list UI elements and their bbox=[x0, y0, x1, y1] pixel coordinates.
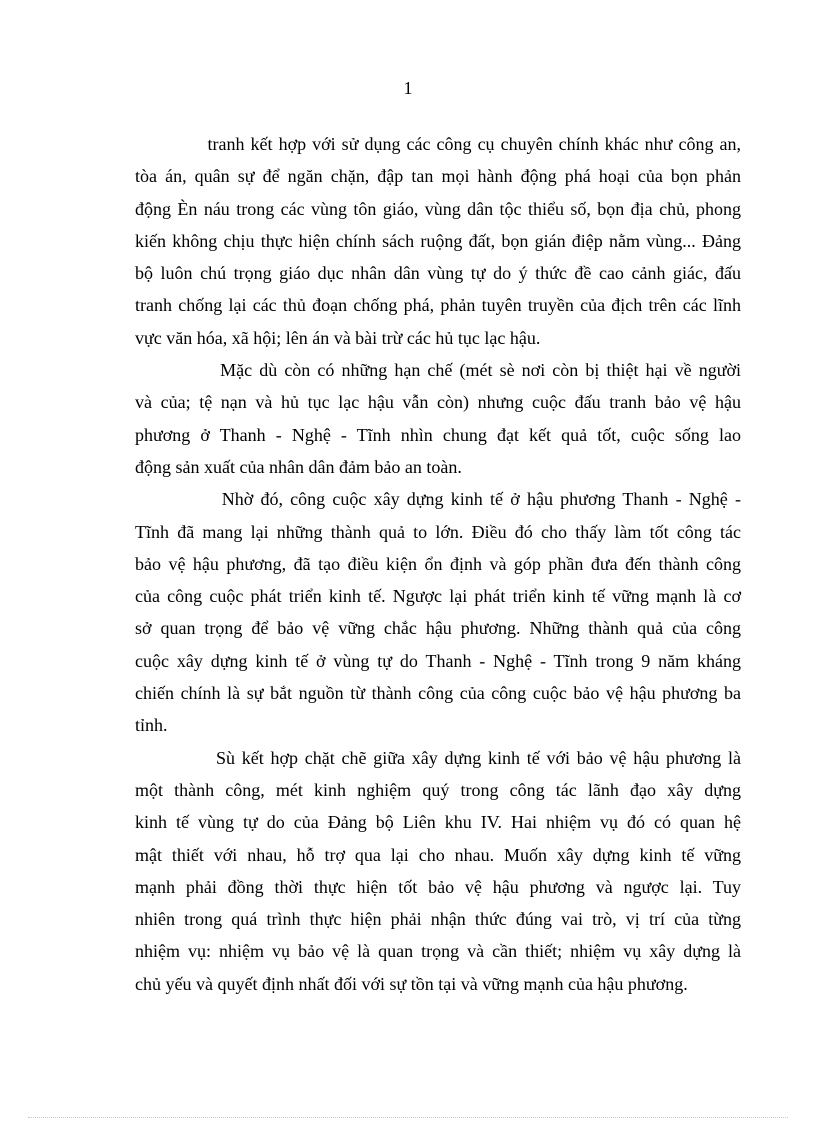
text-line: và của; tệ nạn và hủ tục lạc hậu vẫn còn) nhưng cuộc đấu tranh bảo vệ hậu bbox=[135, 392, 741, 413]
text-line: mật thiết với nhau, hỗ trợ qua lại cho nhau. Muốn xây dựng kinh tế vững bbox=[135, 844, 741, 865]
page-number: 1 bbox=[403, 78, 413, 98]
text-line: động sản xuất của nhân dân đảm bảo an toàn. bbox=[135, 456, 462, 477]
paragraph-1 bbox=[135, 128, 741, 354]
paragraph-3 bbox=[135, 483, 741, 741]
text-line: nhiên trong quá trình thực hiện phải nhận thức đúng vai trò, vị trí của từng bbox=[135, 909, 741, 930]
text-line: một thành công, mét kinh nghiệm quý trong công tác lãnh đạo xây dựng bbox=[135, 779, 741, 800]
text-line: Mặc dù còn có những hạn chế (mét sè nơi còn bị thiệt hại về người bbox=[135, 360, 741, 381]
text-line: Tĩnh đã mang lại những thành quả to lớn. Điều đó cho thấy làm tốt công tác bbox=[135, 521, 741, 542]
text-line: tranh kết hợp với sử dụng các công cụ chuyên chính khác như công an, bbox=[135, 134, 741, 154]
text-line: chiến chính là sự bắt nguồn từ thành công của công cuộc bảo vệ hậu phương ba bbox=[135, 683, 741, 704]
text-line: Nhờ đó, công cuộc xây dựng kinh tế ở hậu phương Thanh - Nghệ - bbox=[135, 489, 741, 510]
text-line: tòa án, quân sự để ngăn chặn, đập tan mọi hành động phá hoại của bọn phản bbox=[135, 166, 741, 187]
text-line: bộ luôn chú trọng giáo dục nhân dân vùng tự do ý thức đề cao cảnh giác, đấu bbox=[135, 263, 741, 284]
text-line: mạnh phải đồng thời thực hiện tốt bảo vệ hậu phương và ngược lại. Tuy bbox=[135, 876, 741, 897]
text-line: cuộc xây dựng kinh tế ở vùng tự do Thanh - Nghệ - Tĩnh trong 9 năm kháng bbox=[135, 650, 741, 671]
text-line: phương ở Thanh - Nghệ - Tĩnh nhìn chung đạt kết quả tốt, cuộc sống lao bbox=[135, 424, 741, 445]
text-line: bảo vệ hậu phương, đã tạo điều kiện ổn định và góp phần đưa đến thành công bbox=[135, 553, 741, 574]
text-line: kiến không chịu thực hiện chính sách ruộng đất, bọn gián điệp nằm vùng... Đảng bbox=[135, 230, 741, 251]
text-line: Sù kết hợp chặt chẽ giữa xây dựng kinh tế với bảo vệ hậu phương là bbox=[135, 747, 741, 768]
text-line: chủ yếu và quyết định nhất đối với sự tồn tại và vững mạnh của hậu phương. bbox=[135, 973, 688, 994]
text-line: tranh chống lại các thủ đoạn chống phá, phản tuyên truyền của địch trên các lĩnh bbox=[135, 295, 741, 316]
text-line: vực văn hóa, xã hội; lên án và bài trừ các hủ tục lạc hậu. bbox=[135, 327, 541, 348]
text-line: sở quan trọng để bảo vệ vững chắc hậu phương. Những thành quả của công bbox=[135, 618, 741, 639]
text-line: động Èn náu trong các vùng tôn giáo, vùng dân tộc thiểu số, bọn địa chủ, phong bbox=[135, 198, 741, 219]
text-line: kinh tế vùng tự do của Đảng bộ Liên khu IV. Hai nhiệm vụ đó có quan hệ bbox=[135, 812, 741, 833]
text-line: tỉnh. bbox=[135, 715, 168, 736]
paragraph-4 bbox=[135, 742, 741, 1000]
page-bottom-divider bbox=[28, 1117, 788, 1118]
text-line: của công cuộc phát triển kinh tế. Ngược lại phát triển kinh tế vững mạnh là cơ bbox=[135, 586, 741, 607]
paragraph-2 bbox=[135, 354, 741, 483]
text-line: nhiệm vụ: nhiệm vụ bảo vệ là quan trọng và cần thiết; nhiệm vụ xây dựng là bbox=[135, 941, 741, 962]
body-text bbox=[135, 128, 741, 1000]
